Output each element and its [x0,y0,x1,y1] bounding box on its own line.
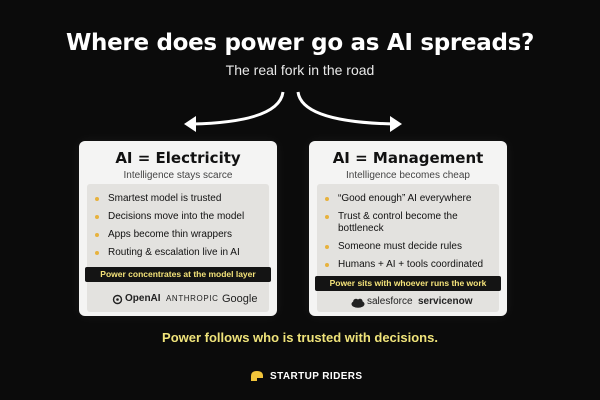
company-logos: salesforce servicenow [309,296,507,310]
bullet-icon [95,197,99,201]
anthropic-logo: ANTHROPIC [166,294,219,303]
openai-icon [112,294,123,305]
footer-tagline: Power follows who is trusted with decisions. [162,330,438,345]
electricity-card [79,141,277,316]
helmet-icon [250,370,264,382]
card-banner: Power concentrates at the model layer [85,267,271,282]
bullet-icon [325,245,329,249]
right-arrow-head [390,116,402,132]
left-arrow-head [184,116,196,132]
card-title: AI = Management [332,149,484,167]
card-list: “Good enough” AI everywhere Trust & control become the bottleneck Someone must decide rules Humans + AI + tools coordinated [317,184,499,312]
bullet-icon [95,215,99,219]
bullet-icon [325,197,329,201]
card-list: Smartest model is trusted Decisions move into the model Apps become thin wrappers Routing & escalation live in AI [87,184,269,312]
google-logo: Google [222,293,258,305]
company-logos: OpenAI ANTHROPIC Google [79,293,277,307]
page-title: Where does power go as AI spreads? [65,30,535,56]
bullet-icon [95,251,99,255]
left-arrow [192,92,283,124]
page-subtitle: The real fork in the road [225,62,375,78]
brand-name: STARTUP RIDERS [270,371,363,382]
bullet-icon [325,263,329,267]
bullet-icon [95,233,99,237]
right-arrow [298,92,394,124]
servicenow-logo: servicenow [418,296,473,307]
card-subtitle: Intelligence becomes cheap [346,170,470,181]
cloud-icon [351,298,365,308]
bullet-icon [325,215,329,219]
card-banner: Power sits with whoever runs the work [315,276,501,291]
management-card [309,141,507,316]
card-subtitle: Intelligence stays scarce [123,170,233,181]
card-title: AI = Electricity [115,149,241,167]
